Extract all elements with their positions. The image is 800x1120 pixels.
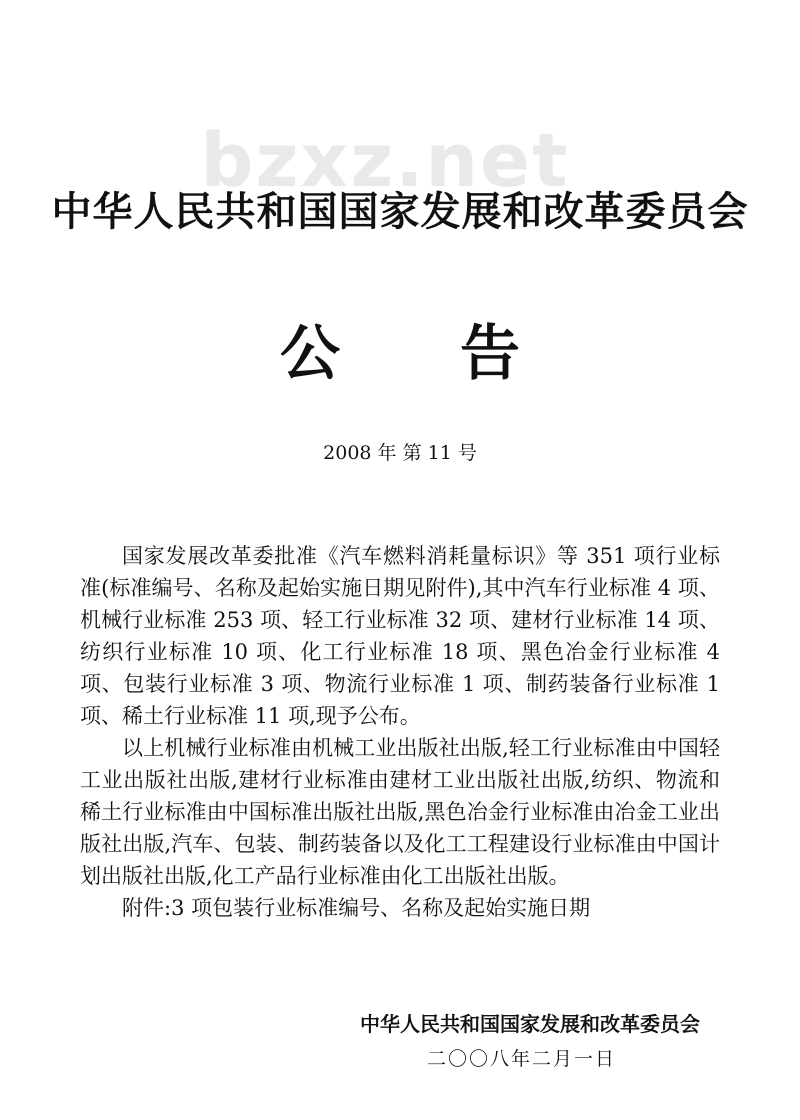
org-title: 中华人民共和国国家发展和改革委员会 (51, 189, 749, 235)
watermark: bzxz.net (200, 118, 570, 204)
signature-date: 二〇〇八年二月一日 (426, 1048, 616, 1070)
attachment-note: 附件:3 项包装行业标准编号、名称及起始实施日期 (122, 896, 591, 920)
paragraph-approval: 国家发展改革委批准《汽车燃料消耗量标识》等 351 项行业标准(标准编号、名称及起始实施日期见附件),其中汽车行业标准 4 项、机械行业标准 253 项、轻工行业标准 32 项、建材行业标准 14 项、纺织行业标准 10 项、化工行业标准 18 项、黑色冶金行业标准 4 项、包装行业标准 3 项、物流行业标准 1 项、制药装备行业标准 1 项、稀土行业标准 11 项,现予公布。 (80, 544, 720, 728)
doc-type-title: 公告 (280, 319, 640, 389)
paragraph-publishers: 以上机械行业标准由机械工业出版社出版,轻工行业标准由中国轻工业出版社出版,建材行业标准由建材工业出版社出版,纺织、物流和稀土行业标准由中国标准出版社出版,黑色冶金行业标准由冶金工业出版社出版,汽车、包装、制药装备以及化工工程建设行业标准由中国计划出版社出版,化工产品行业标准由化工出版社出版。 (80, 736, 720, 888)
signature-org: 中华人民共和国国家发展和改革委员会 (360, 1012, 700, 1036)
announcement-body (80, 540, 720, 924)
issue-number: 2008 年 第 11 号 (323, 442, 477, 464)
